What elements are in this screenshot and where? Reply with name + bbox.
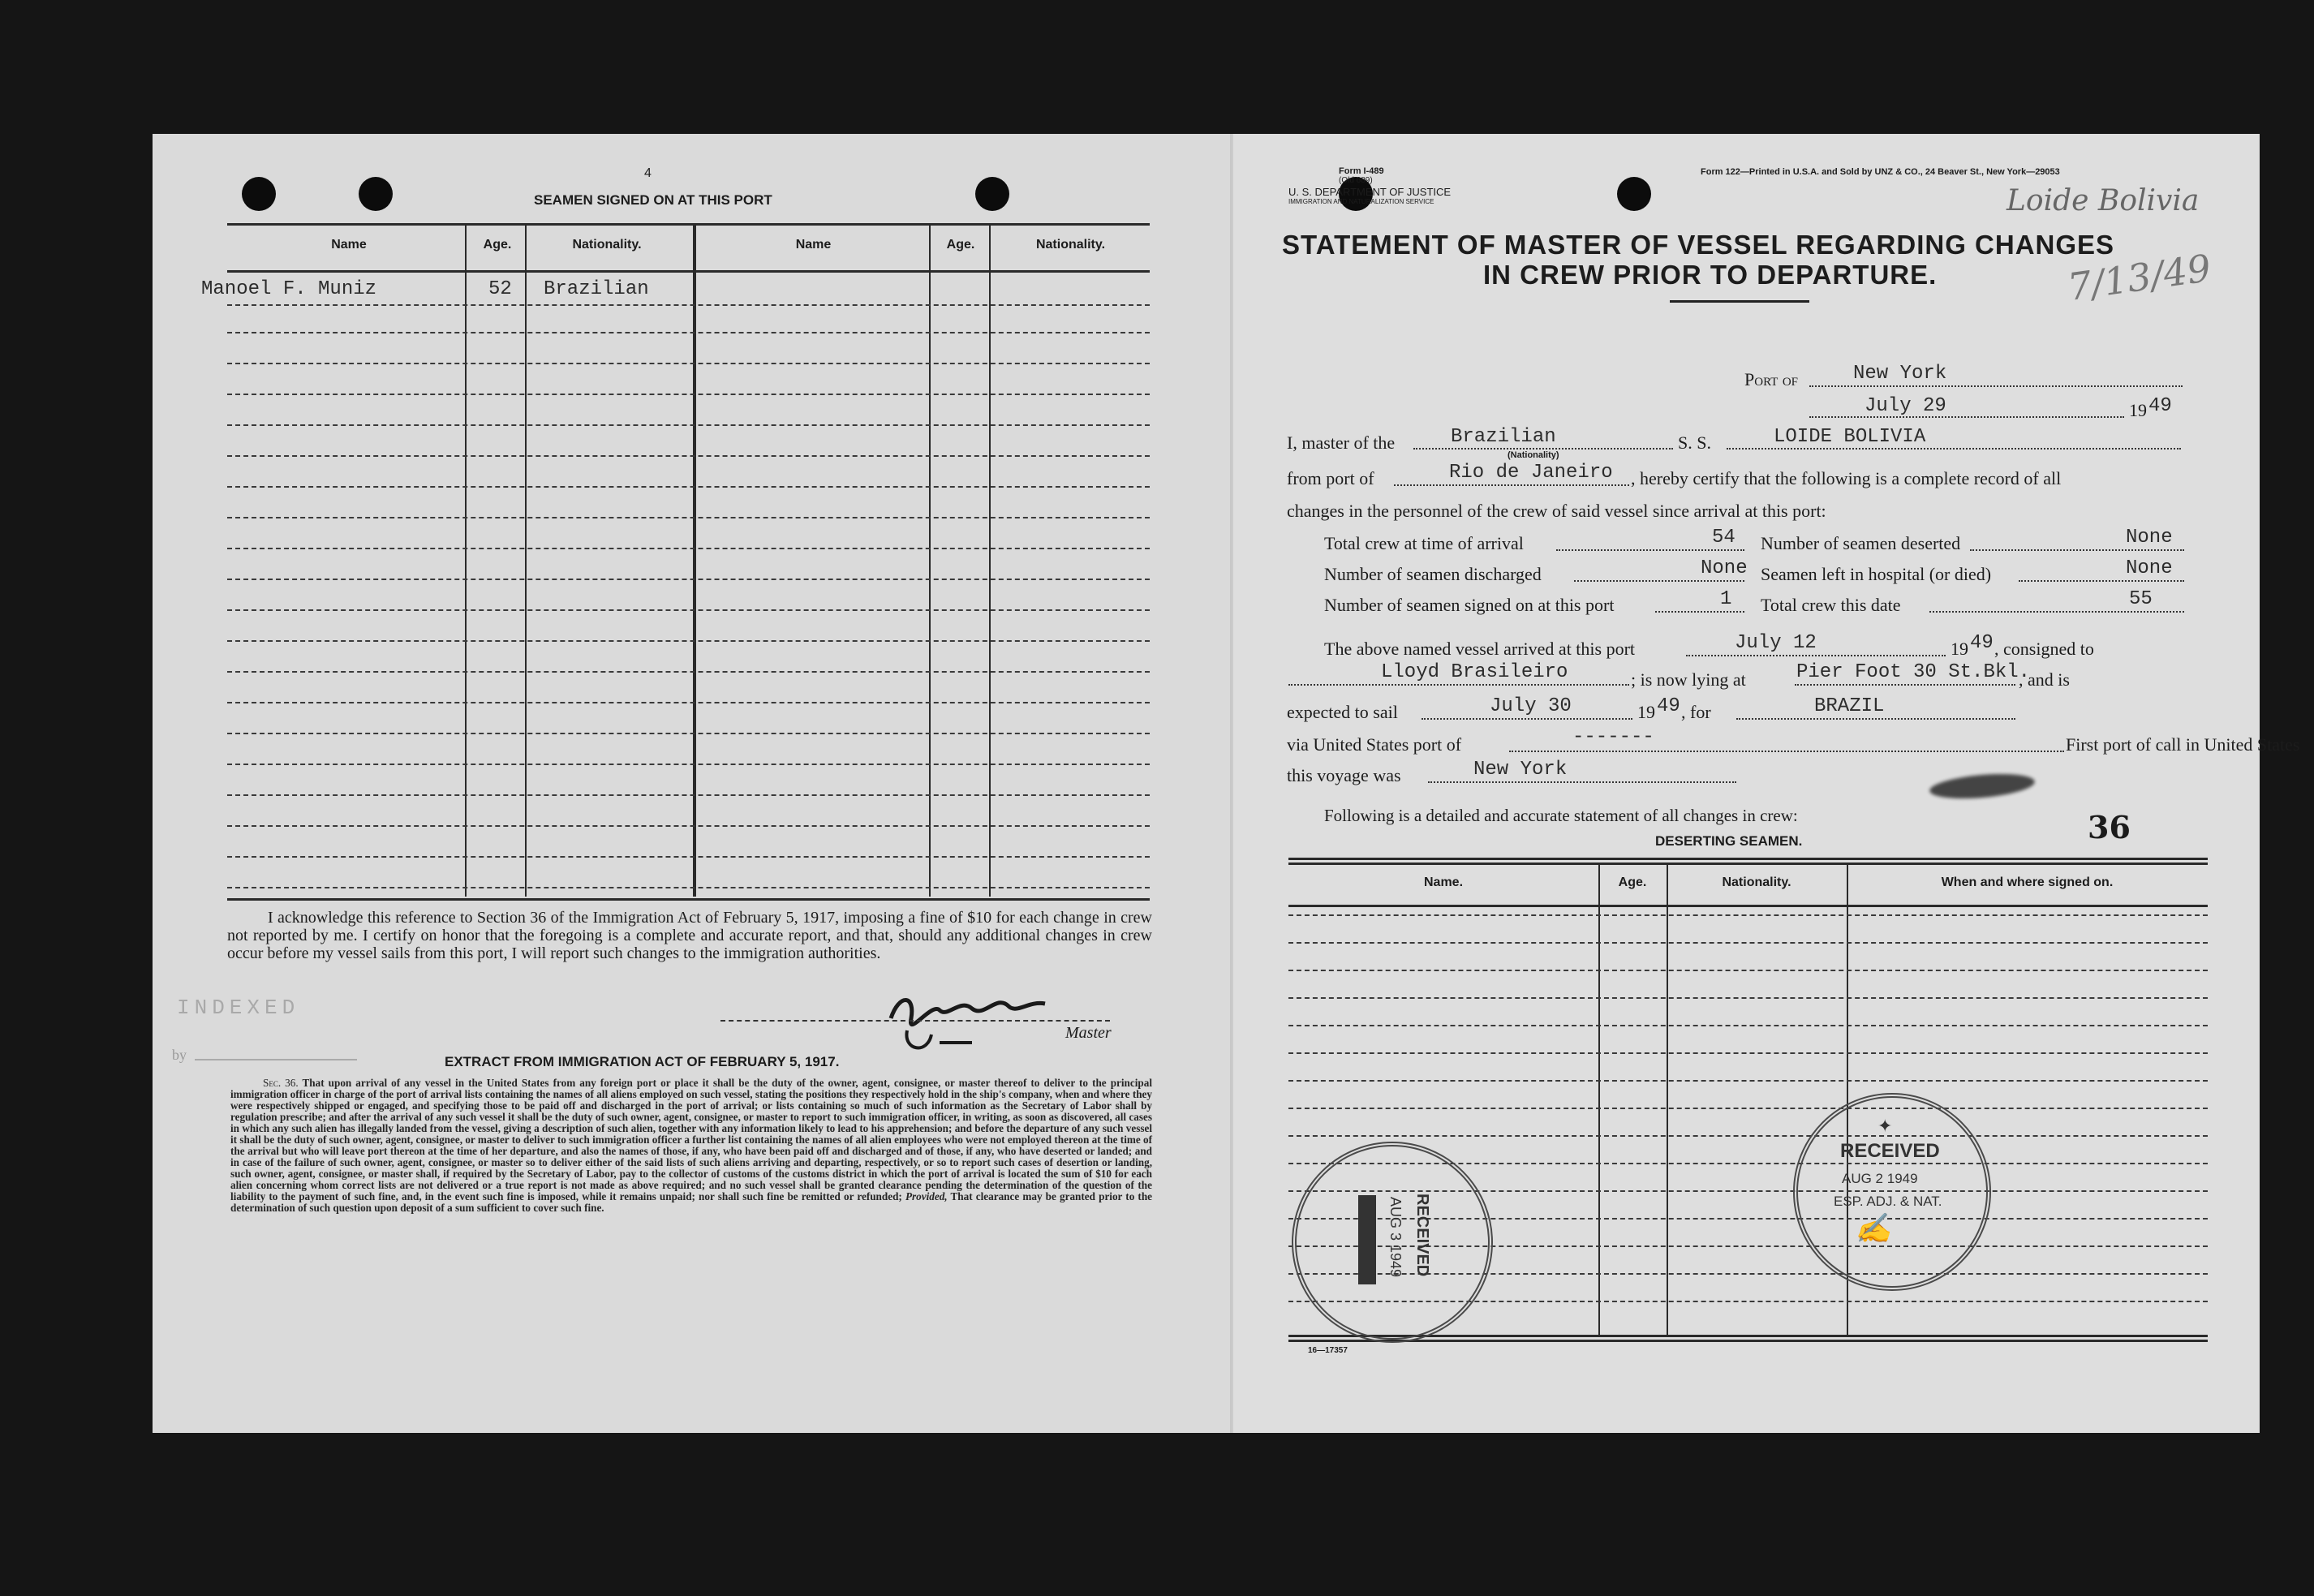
row-line [227,609,1150,611]
deserting-col-signed: When and where signed on. [1941,875,2114,889]
received-stamp-label: RECEIVED [1840,1140,1940,1162]
form-footer: 16—17357 [1308,1346,1348,1355]
discharged-value: None [1701,557,1748,579]
consignee-line [1288,684,1629,686]
indexed-stamp: INDEXED [177,996,300,1020]
received-stamp-date: AUG 2 1949 [1842,1171,1918,1186]
row-line [227,455,1150,457]
row-line [227,825,1150,827]
total-crew-date-label: Total crew this date [1761,595,1901,615]
deserting-col-age: Age. [1618,875,1647,889]
deserted-value: None [2126,527,2173,548]
row-line [227,764,1150,765]
punch-hole [359,177,393,211]
title-underline [1670,300,1809,303]
received-stamp-2 [1292,1142,1493,1343]
handwritten-number: 36 [2088,809,2131,845]
lying-line [1795,684,2015,686]
row-line [227,332,1150,333]
hospital-value: None [2126,557,2173,579]
section-body: That upon arrival of any vessel in the United States from any foreign port or place it shall be the duty of the owner, agent, consignee, or master thereof to deliver to the principal immigration officer in charge of the port of arrival lists containing the names of all aliens employed on such vessel, stating the positions they respectively hold in the ship's company, when and where they were respectively shipped or engaged, and specifying those to be paid off and discharged in the port of arrival; or lists containing so much of such information as the Secretary of Labor shall by regulation prescribe; and after the arrival of any such vessel it shall be the duty of such owner, agent, consignee, or master to report to such immigration officer, in writing, as soon as discovered, all cases in which any such alien has illegally landed from the vessel, giving a description of such alien, together with any information likely to lead to his apprehension; and before the departure of any such vessel it shall be the duty of such owner, agent, consignee, or master to deliver to such immigration officer a further list containing the names of all alien employees who were not employed thereon at the time of the arrival but who will leave port thereon at the time of her departure, and also the names of those, if any, who have been paid off and discharged and of those, if any, who have deserted or landed; and in case of the failure of such owner, agent, consignee, or master so to deliver either of the said lists of such aliens arriving and departing, respectively, or so to report such cases of desertion or landing, such owner, agent, consignee, or master shall, if required by the Secretary of Labor, pay to the collector of customs of the customs district in which the port of arrival is located the sum of $10 for each alien concerning whom correct lists are not delivered or a true report is not made as above required; and no such vessel shall be granted clearance pending the determination of the question of the liability to the payment of such fine, and, in the event such fine is imposed, while it remains unpaid; nor shall such fine be remitted or refunded; [230,1077,1152,1202]
master-of-label: I, master of the [1287,432,1396,453]
master-signature [883,986,1061,1059]
changes-text: changes in the personnel of the crew of said vessel since arrival at this port: [1287,501,1826,521]
row-line [227,887,1150,888]
deserting-col-name: Name. [1423,875,1464,889]
deserting-row-line [1288,1025,2208,1026]
row-line [227,856,1150,858]
deserted-label: Number of seamen deserted [1761,533,1961,553]
row-line [227,548,1150,549]
nationality-line [1413,448,1673,450]
master-label: Master [1065,1024,1112,1042]
row-line [227,363,1150,364]
table-header-rule [227,270,1150,273]
table-row [201,278,704,308]
deserting-table-bottom-2 [1288,1340,2208,1342]
voyage-label: this voyage was [1287,765,1401,785]
row-line [227,671,1150,673]
handwritten-ship-name: Loide Bolivia [2006,184,2200,217]
consignee-value: Lloyd Brasileiro [1381,661,1568,683]
form-old-number: (Old 689) [1339,176,1373,185]
year-value: 49 [2148,395,2172,417]
total-crew-date-line [1929,611,2184,613]
via-value: ------- [1572,726,1654,748]
signature-line [720,1020,1110,1022]
page-number: 4 [644,166,652,180]
column-header-nationality: Nationality. [572,238,642,252]
row-line [227,304,1150,306]
deserting-row-line [1288,997,2208,999]
row-line [227,394,1150,395]
voyage-value: New York [1473,759,1568,781]
via-label: via United States port of [1287,734,1462,755]
row-line [227,579,1150,580]
form-title-line2: IN CREW PRIOR TO DEPARTURE. [1483,260,1938,290]
punch-hole [975,177,1009,211]
table-bottom-rule [227,898,1150,901]
expected-line [1422,718,1632,720]
for-label: , for [1681,702,1711,722]
stamp-initials: ✍ [1855,1212,1891,1245]
column-header-name: Name [331,238,367,252]
port-of-label: Port of [1744,369,1799,389]
discharged-line [1574,580,1744,582]
following-text: Following is a detailed and accurate statement of all changes in crew: [1324,806,1798,825]
form-number: Form I-489 [1339,166,1384,176]
seaman-age: 52 [488,278,512,300]
indexed-by: by [172,1047,187,1063]
column-header-nationality-2: Nationality. [1035,238,1106,252]
date-line [1809,416,2124,418]
voyage-line [1428,781,1736,783]
deserting-header-rule [1288,905,2208,907]
row-line [227,794,1150,796]
row-line [227,517,1150,518]
stamp2-date: AUG 3 1949 [1387,1197,1404,1278]
printer-note: Form 122—Printed in U.S.A. and Sold by UNZ & CO., 24 Beaver St., New York—29053 [1701,167,2060,177]
nationality-value: Brazilian [1451,426,1556,448]
from-port-value: Rio de Janeiro [1449,462,1613,484]
received-stamp-office: ESP. ADJ. & NAT. [1834,1194,1942,1209]
seaman-nationality: Brazilian [544,278,649,300]
deserting-row-line [1288,1108,2208,1109]
seamen-signed-title: SEAMEN SIGNED ON AT THIS PORT [534,192,772,208]
stamp2-bar [1358,1195,1376,1284]
total-crew-arrival-label: Total crew at time of arrival [1324,533,1524,553]
left-page [153,134,1232,1433]
received-stamp [1793,1093,1991,1291]
port-of-line [1809,385,2183,387]
total-crew-date-value: 55 [2129,588,2153,610]
arrived-value: July 12 [1735,632,1817,654]
discharged-label: Number of seamen discharged [1324,564,1542,584]
provided-word: Provided, [905,1190,948,1202]
expected-year: 49 [1657,695,1680,717]
deserted-line [1970,549,2184,551]
row-line [227,640,1150,642]
seaman-name: Manoel F. Muniz [201,278,377,300]
indexed-by-line [195,1059,357,1060]
from-port-line [1394,484,1629,486]
ship-name: LOIDE BOLIVIA [1774,426,1926,448]
lying-value: Pier Foot 30 St.Bkl. [1796,661,2031,683]
deserting-col-nationality: Nationality. [1722,875,1791,889]
expected-year-prefix: 19 [1637,702,1655,722]
handwritten-date: 7/13/49 [2065,245,2214,310]
row-line [227,486,1150,488]
total-crew-arrival-line [1556,549,1744,551]
deserting-row-line [1288,1052,2208,1054]
deserting-row-line [1288,914,2208,916]
section-body-end: That clearance may be granted prior to the determination of such question upon deposit of a sum sufficient to cover such fine. [230,1190,1153,1214]
and-is-label: , and is [2019,669,2070,690]
nationality-caption: (Nationality) [1508,450,1559,460]
lying-label: ; is now lying at [1631,669,1746,690]
deserting-row-line [1288,1080,2208,1082]
signed-on-value: 1 [1720,588,1732,610]
service: IMMIGRATION AND NATURALIZATION SERVICE [1288,198,1434,205]
from-port-label: from port of [1287,468,1374,488]
deserting-table-top [1288,858,2208,860]
deserting-row-line [1288,1135,2208,1137]
deserting-divider [1667,864,1668,1335]
date-value: July 29 [1865,395,1946,417]
acknowledgment-text: I acknowledge this reference to Section 36 of the Immigration Act of February 5, 1917, imposing a fine of $10 for each change in crew not reported by me. I certify on honor that the foregoing is a complete and accurate report, and that, should any additional changes in crew occur before my vessel sails from this port, I will report such changes to the immigration authorities. [227,909,1152,962]
page-fold [1230,134,1233,1433]
stamp2-label: RECEIVED [1413,1194,1431,1277]
signed-on-label: Number of seamen signed on at this port [1324,595,1615,615]
column-header-age: Age. [483,238,512,252]
arrived-year: 49 [1970,632,1994,654]
deserting-table-top-2 [1288,863,2208,865]
year-prefix: 19 [2129,400,2147,420]
form-title-line1: STATEMENT OF MASTER OF VESSEL REGARDING CHANGES [1282,230,2115,260]
deserting-row-line [1288,942,2208,944]
section-label: Sec. 36. [263,1077,299,1089]
deserting-row-line [1288,970,2208,971]
row-line [227,702,1150,703]
table-top-rule [227,223,1150,226]
deserting-title: DESERTING SEAMEN. [1655,833,1803,849]
via-line [1509,751,2064,752]
first-port-label: First port of call in United States [2066,734,2300,755]
stamp-star-icon: ✦ [1877,1116,1893,1136]
deserting-divider [1598,864,1600,1335]
column-header-name-2: Name [795,238,832,252]
expected-value: July 30 [1490,695,1572,717]
signed-on-line [1655,611,1744,613]
punch-hole [1617,177,1651,211]
arrived-year-prefix: 19 [1951,639,1968,659]
for-line [1736,718,2015,720]
column-header-age-2: Age. [946,238,975,252]
document-sheet [153,134,2300,1433]
arrived-line [1686,655,1946,656]
punch-hole [242,177,276,211]
hospital-line [2019,580,2184,582]
row-line [227,733,1150,734]
department: U. S. DEPARTMENT OF JUSTICE [1288,186,1452,198]
hospital-label: Seamen left in hospital (or died) [1761,564,1992,584]
for-value: BRAZIL [1814,695,1885,717]
row-line [227,424,1150,426]
certify-text: , hereby certify that the following is a complete record of all [1631,468,2062,488]
port-of-value: New York [1853,363,1947,385]
extract-title: EXTRACT FROM IMMIGRATION ACT OF FEBRUARY 5, 1917. [445,1054,840,1069]
arrived-label: The above named vessel arrived at this port [1324,639,1636,659]
total-crew-arrival-value: 54 [1712,527,1736,548]
ss-label: S. S. [1678,432,1711,453]
section-36-text [230,1078,1152,1214]
expected-label: expected to sail [1287,702,1398,722]
consigned-label: , consigned to [1994,639,2094,659]
ship-name-line [1727,448,2181,450]
